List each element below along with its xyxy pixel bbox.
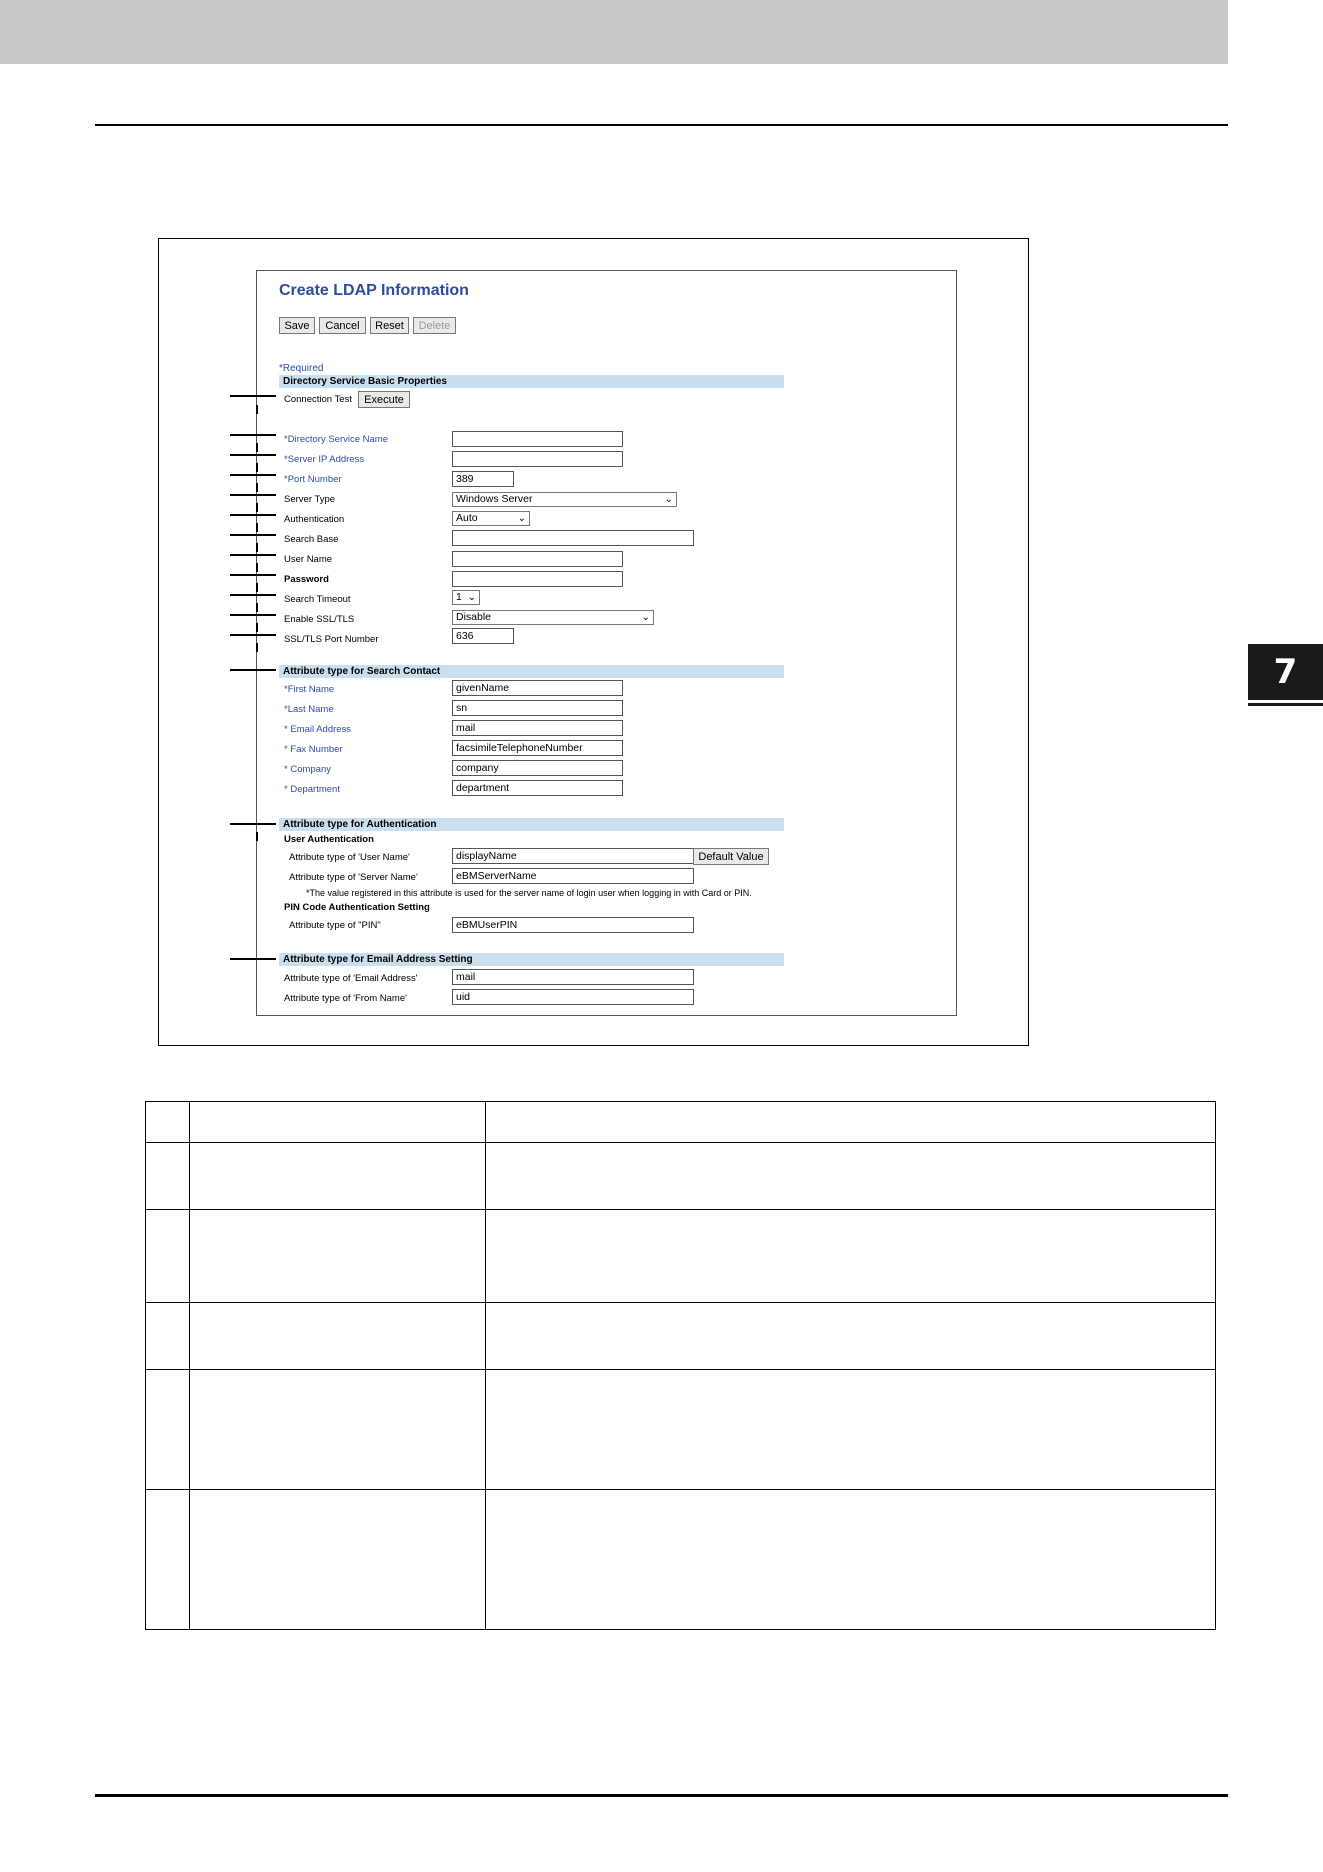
directory-service-name-label: *Directory Service Name <box>284 434 388 445</box>
server-name-note: *The value registered in this attribute is used for the server name of login user when logging in with Card or PIN. <box>306 888 752 898</box>
pin-auth-heading: PIN Code Authentication Setting <box>284 902 430 913</box>
chapter-number: 7 <box>1273 652 1298 692</box>
search-timeout-label: Search Timeout <box>284 594 351 605</box>
search-timeout-value: 1 <box>456 591 462 603</box>
server-ip-input[interactable] <box>452 451 623 467</box>
table-row-divider <box>146 1209 1215 1210</box>
search-base-label: Search Base <box>284 534 339 545</box>
description-table <box>145 1101 1216 1630</box>
directory-service-name-input[interactable] <box>452 431 623 447</box>
email-address-label: * Email Address <box>284 724 352 735</box>
reset-button[interactable]: Reset <box>370 317 409 334</box>
page-header-bar <box>0 0 1228 64</box>
connection-test-label: Connection Test <box>284 394 352 405</box>
search-base-input[interactable] <box>452 530 694 546</box>
section-basic: Directory Service Basic Properties <box>279 375 784 388</box>
authentication-value: Auto <box>456 512 478 524</box>
server-type-label: Server Type <box>284 494 336 505</box>
delete-button[interactable]: Delete <box>413 317 456 334</box>
company-input[interactable]: company <box>452 760 623 776</box>
email-attr-label: Attribute type of 'Email Address' <box>284 973 418 984</box>
authentication-select[interactable] <box>452 511 530 526</box>
user-name-attr-input[interactable]: displayName <box>452 848 694 864</box>
chevron-down-icon: ⌄ <box>641 612 650 623</box>
fax-number-label: * Fax Number <box>284 744 343 755</box>
callout-line <box>230 454 276 456</box>
first-name-label: *First Name <box>284 684 335 695</box>
callout-stub <box>256 483 258 492</box>
server-name-attr-input[interactable]: eBMServerName <box>452 868 694 884</box>
server-ip-label: *Server IP Address <box>284 454 365 465</box>
callout-stub <box>256 832 258 841</box>
callout-stub <box>256 523 258 532</box>
chevron-down-icon: ⌄ <box>467 592 476 603</box>
email-attr-input[interactable]: mail <box>452 969 694 985</box>
footer-rule <box>95 1794 1228 1797</box>
callout-line <box>230 494 276 496</box>
chevron-down-icon: ⌄ <box>517 513 526 524</box>
callout-stub <box>256 463 258 472</box>
cancel-button[interactable]: Cancel <box>319 317 366 334</box>
last-name-label: *Last Name <box>284 704 334 715</box>
section-authentication: Attribute type for Authentication <box>279 818 784 831</box>
callout-line <box>230 534 276 536</box>
table-row-divider <box>146 1369 1215 1370</box>
table-row-divider <box>146 1489 1215 1490</box>
ssl-port-input[interactable]: 636 <box>452 628 514 644</box>
password-input[interactable] <box>452 571 623 587</box>
callout-stub <box>256 503 258 512</box>
enable-ssl-value: Disable <box>456 611 492 623</box>
section-email-setting: Attribute type for Email Address Setting <box>279 953 784 966</box>
callout-line <box>230 594 276 596</box>
fax-number-input[interactable]: facsimileTelephoneNumber <box>452 740 623 756</box>
server-type-select[interactable] <box>452 492 677 507</box>
callout-stub <box>256 563 258 572</box>
callout-line <box>230 434 276 436</box>
callout-line <box>230 669 276 671</box>
callout-stub <box>256 543 258 552</box>
enable-ssl-label: Enable SSL/TLS <box>284 614 355 625</box>
chapter-tab-rule <box>1248 703 1323 706</box>
user-name-input[interactable] <box>452 551 623 567</box>
department-input[interactable]: department <box>452 780 623 796</box>
email-address-input[interactable]: mail <box>452 720 623 736</box>
port-number-label: *Port Number <box>284 474 342 485</box>
callout-stub <box>256 583 258 592</box>
ssl-port-label: SSL/TLS Port Number <box>284 634 379 645</box>
from-name-attr-input[interactable]: uid <box>452 989 694 1005</box>
callout-line <box>230 634 276 636</box>
last-name-input[interactable]: sn <box>452 700 623 716</box>
company-label: * Company <box>284 764 331 775</box>
first-name-input[interactable]: givenName <box>452 680 623 696</box>
enable-ssl-select[interactable] <box>452 610 654 625</box>
password-label: Password <box>284 574 329 585</box>
table-column-divider <box>485 1102 486 1629</box>
callout-stub <box>256 643 258 652</box>
user-name-label: User Name <box>284 554 333 565</box>
table-row-divider <box>146 1142 1215 1143</box>
user-name-attr-label: Attribute type of 'User Name' <box>289 852 410 863</box>
header-rule <box>95 124 1228 126</box>
server-name-attr-label: Attribute type of 'Server Name' <box>289 872 418 883</box>
user-auth-heading: User Authentication <box>284 834 374 845</box>
default-value-button[interactable]: Default Value <box>693 848 769 865</box>
callout-line <box>230 574 276 576</box>
department-label: * Department <box>284 784 340 795</box>
callout-line <box>230 823 276 825</box>
execute-button[interactable]: Execute <box>358 391 410 408</box>
callout-stub <box>256 405 258 414</box>
section-search-contact: Attribute type for Search Contact <box>279 665 784 678</box>
screen-title: Create LDAP Information <box>279 282 469 299</box>
pin-attr-input[interactable]: eBMUserPIN <box>452 917 694 933</box>
callout-line <box>230 614 276 616</box>
port-number-input[interactable]: 389 <box>452 471 514 487</box>
callout-line <box>230 958 276 960</box>
server-type-value: Windows Server <box>456 493 533 505</box>
callout-line <box>230 554 276 556</box>
callout-stub <box>256 623 258 632</box>
chevron-down-icon: ⌄ <box>664 494 673 505</box>
table-column-divider <box>189 1102 190 1629</box>
table-row-divider <box>146 1302 1215 1303</box>
callout-line <box>230 514 276 516</box>
required-note: *Required <box>279 363 324 374</box>
callout-line <box>230 474 276 476</box>
save-button[interactable]: Save <box>279 317 315 334</box>
from-name-attr-label: Attribute type of 'From Name' <box>284 993 407 1004</box>
callout-stub <box>256 603 258 612</box>
authentication-label: Authentication <box>284 514 345 525</box>
pin-attr-label: Attribute type of "PIN" <box>289 920 381 931</box>
callout-stub <box>256 443 258 452</box>
chapter-tab <box>1248 644 1323 700</box>
callout-line <box>230 395 276 397</box>
search-timeout-select[interactable] <box>452 590 480 605</box>
